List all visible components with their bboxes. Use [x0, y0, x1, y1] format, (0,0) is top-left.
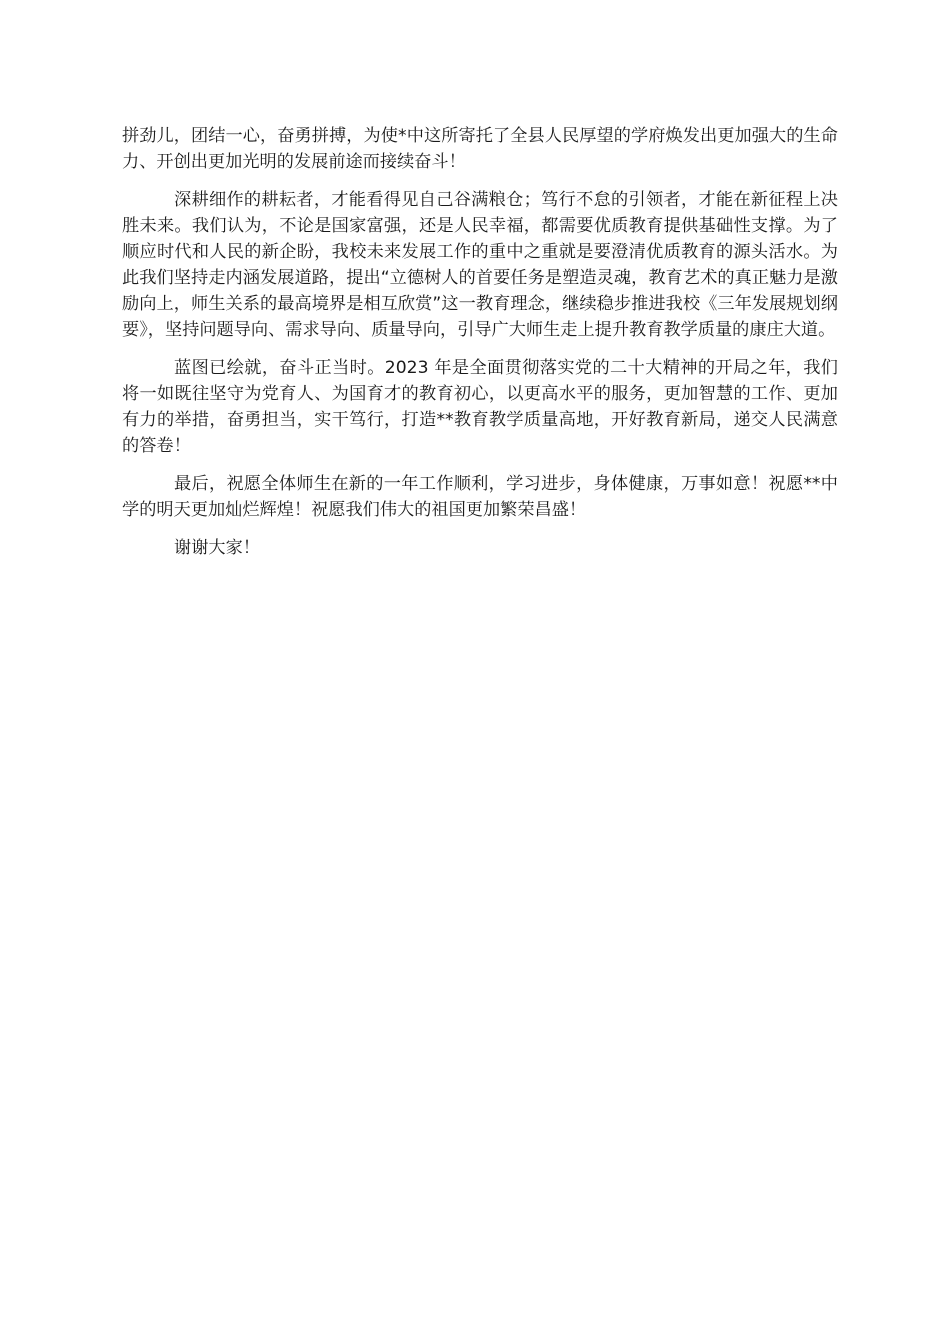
document-body: [122, 123, 838, 573]
paragraph-2: 深耕细作的耕耘者，才能看得见自己谷满粮仓；笃行不怠的引领者，才能在新征程上决胜未来。我们认为，不论是国家富强，还是人民幸福，都需要优质教育提供基础性支撑。为了顺应时代和人民的新企盼，我校未来发展工作的重中之重就是要澄清优质教育的源头活水。为此我们坚持走内涵发展道路，提出“立德树人的首要任务是塑造灵魂，教育艺术的真正魅力是激励向上，师生关系的最高境界是相互欣赏”这一教育理念，继续稳步推进我校《三年发展规划纲要》，坚持问题导向、需求导向、质量导向，引导广大师生走上提升教育教学质量的康庄大道。: [122, 190, 838, 340]
paragraph-3: 蓝图已绘就，奋斗正当时。2023 年是全面贯彻落实党的二十大精神的开局之年，我们将一如既往坚守为党育人、为国育才的教育初心，以更高水平的服务，更加智慧的工作、更加有力的举措，奋勇担当，实干笃行，打造**教育教学质量高地，开好教育新局，递交人民满意的答卷！: [122, 358, 838, 456]
closing-line: 谢谢大家！: [174, 538, 260, 558]
paragraph-1: 拼劲儿，团结一心，奋勇拼搏，为使*中这所寄托了全县人民厚望的学府焕发出更加强大的生命力、开创出更加光明的发展前途而接续奋斗！: [122, 126, 838, 172]
paragraph-4: 最后，祝愿全体师生在新的一年工作顺利，学习进步，身体健康，万事如意！祝愿**中学的明天更加灿烂辉煌！祝愿我们伟大的祖国更加繁荣昌盛！: [122, 474, 838, 520]
